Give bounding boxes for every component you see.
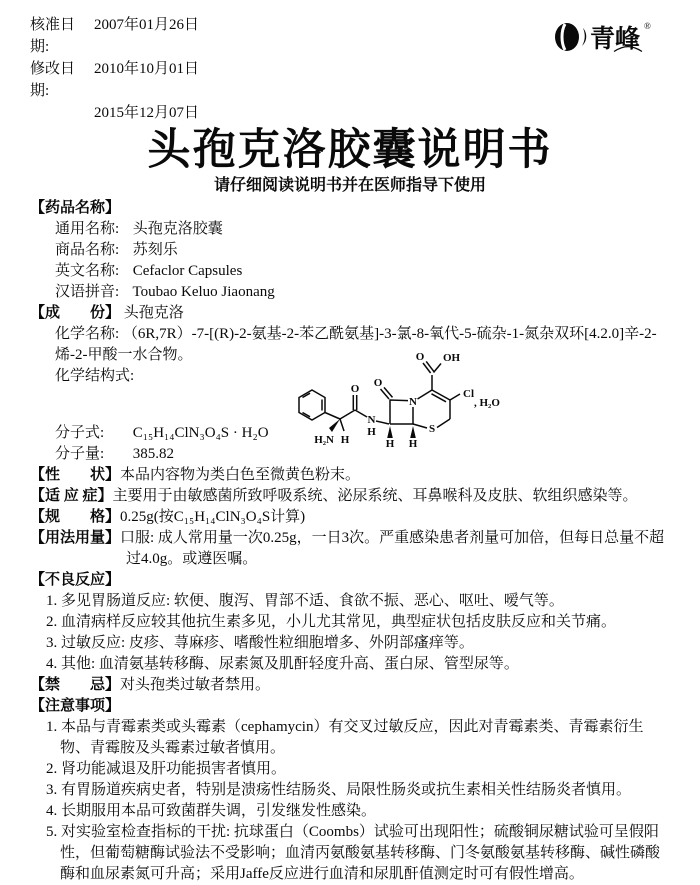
revision-date-label-blank — [30, 102, 94, 124]
section-composition-row — [30, 303, 670, 324]
properties-text: 本品内容物为类白色至微黄色粉末。 — [120, 467, 361, 483]
atom-h2n: H₂N — [314, 434, 334, 446]
generic-name-row — [30, 219, 670, 240]
molecular-formula-key: 分子式: — [55, 425, 105, 441]
section-dosage-label: 【用法用量】 — [30, 530, 121, 546]
generic-name-key: 通用名称: — [55, 221, 120, 237]
atom-cl: Cl — [463, 388, 474, 400]
section-precautions-label: 【注意事项】 — [30, 698, 121, 714]
structure-bonds — [299, 361, 460, 431]
revision-date-label: 修改日期: — [30, 61, 76, 99]
brand-logo-icon — [554, 16, 662, 58]
dosage-text: 口服: 成人常用量一次0.25g，一日3次。严重感染患者剂量可加倍，但每日总量不超过4.0g。或遵医嘱。 — [120, 530, 665, 567]
indications-text: 主要用于由敏感菌所致呼吸系统、泌尿系统、耳鼻喉科及皮肤、软组织感染等。 — [112, 488, 638, 504]
atom-o-lactam: O — [373, 377, 383, 389]
page-title: 头孢克洛胶囊说明书 — [147, 126, 553, 174]
page-subtitle: 请仔细阅读说明书并在医师指导下使用 — [213, 177, 486, 194]
logo-registered-mark: ® — [644, 21, 651, 31]
logo-comma-icon — [582, 28, 586, 46]
adverse-item-3: 3. 过敏反应: 皮疹、荨麻疹、嗜酸性粒细胞增多、外阴部瘙痒等。 — [46, 635, 474, 651]
generic-name-value: 头孢克洛胶囊 — [132, 221, 223, 237]
logo-disc-icon — [555, 23, 579, 51]
composition-detail-block — [30, 324, 670, 465]
section-strength-label: 【规 格】 — [30, 509, 121, 525]
pinyin-name-key: 汉语拼音: — [55, 284, 120, 300]
hydrate-label: , H₂O — [474, 397, 500, 409]
atom-h-alpha: H — [340, 434, 350, 446]
atom-n-ring: N — [409, 396, 417, 408]
precaution-item-5: 5. 对实验室检查指标的干扰: 抗球蛋白（Coombs）试验可出现阳性；硫酸铜尿糖试验可呈假阳性，但葡萄糖酶试验法不受影响；血清丙氨酸氨基转移酶、门冬氨酸氨基转移酶、碱性磷酸酶和血尿素氮可升高；采用Jaffe反应进行血清和尿肌酐值测定时可有假性增高。 — [46, 824, 661, 882]
precaution-item-2: 2. 肾功能减退及肝功能损害者慎用。 — [46, 761, 287, 777]
section-contraindications-label: 【禁 忌】 — [30, 677, 121, 693]
atom-n-amide: N — [367, 414, 376, 426]
section-adverse-label: 【不良反应】 — [30, 572, 121, 588]
strength-text: 0.25g(按C₁₅H₁₄ClN₃O₄S计算) — [120, 509, 306, 525]
atom-h-c7: H — [385, 438, 395, 448]
section-composition-label: 【成 份】 — [30, 305, 121, 321]
molecular-formula-value: C₁₅H₁₄ClN₃O₄S · H₂O — [132, 425, 269, 441]
atom-h-c6: H — [408, 438, 418, 448]
section-properties — [30, 465, 670, 486]
adverse-item-4: 4. 其他: 血清氨基转移酶、尿素氮及肌酐轻度升高、蛋白尿、管型尿等。 — [46, 656, 519, 672]
revision-date-value-1: 2010年10月01日 — [94, 61, 200, 77]
pinyin-name-row — [30, 282, 670, 303]
section-dosage — [30, 528, 670, 570]
trade-name-key: 商品名称: — [55, 242, 120, 258]
section-contraindications — [30, 675, 670, 696]
english-name-value: Cefaclor Capsules — [132, 263, 243, 279]
english-name-key: 英文名称: — [55, 263, 120, 279]
chemical-name-line: 化学名称: （6R,7R）-7-[(R)-2-氨基-2-苯乙酰氨基]-3-氯-8-氧代-5-硫杂-1-氮杂双环[4.2.0]辛-2-烯-2-甲酸一水合物。 — [55, 326, 657, 363]
precaution-item-4: 4. 长期服用本品可致菌群失调，引发继发性感染。 — [46, 803, 377, 819]
leaflet-body — [30, 198, 670, 885]
adverse-item-1: 1. 多见胃肠道反应: 软便、腹泻、胃部不适、食欲不振、恶心、呕吐、嗳气等。 — [46, 593, 564, 609]
precaution-item-1: 1. 本品与青霉素类或头霉素（cephamycin）有交叉过敏反应，因此对青霉素类、青霉素衍生物、青霉胺及头霉素过敏者慎用。 — [46, 719, 644, 756]
trade-name-row — [30, 240, 670, 261]
brand-logo — [554, 16, 662, 58]
structure-label-line: 化学结构式: — [55, 368, 135, 384]
atom-o-carboxyl: O — [415, 351, 425, 363]
atom-oh: OH — [443, 352, 461, 364]
section-indications-label: 【适 应 症】 — [30, 488, 113, 504]
revision-date-row-2 — [30, 102, 670, 124]
atom-s-ring: S — [428, 423, 436, 435]
approval-date-value: 2007年01月26日 — [94, 17, 200, 33]
approval-date-label: 核准日期: — [30, 17, 76, 55]
section-drug-name-label: 【药品名称】 — [30, 200, 121, 216]
atom-o-amide: O — [350, 383, 360, 395]
contraindications-text: 对头孢类过敏者禁用。 — [120, 677, 271, 693]
section-properties-label: 【性 状】 — [30, 467, 121, 483]
precaution-item-3: 3. 有胃肠道疾病史者，特别是溃疡性结肠炎、局限性肠炎或抗生素相关性结肠炎者慎用。 — [46, 782, 632, 798]
english-name-row — [30, 261, 670, 282]
adverse-item-2: 2. 血清病样反应较其他抗生素多见，小儿尤其常见，典型症状包括皮肤反应和关节痛。 — [46, 614, 617, 630]
logo-brand-text: 青峰 — [590, 25, 641, 53]
section-indications — [30, 486, 670, 507]
atom-h-amide: H — [367, 426, 376, 438]
molecular-weight-value: 385.82 — [132, 446, 174, 462]
molecular-weight-key: 分子量: — [55, 446, 105, 462]
revision-date-value-2: 2015年12月07日 — [94, 105, 200, 121]
chemical-structure-diagram — [282, 348, 507, 448]
trade-name-value: 苏刻乐 — [132, 242, 178, 258]
composition-value: 头孢克洛 — [123, 305, 184, 321]
section-strength — [30, 507, 670, 528]
revision-date-row — [30, 58, 670, 102]
pinyin-name-value: Toubao Keluo Jiaonang — [132, 284, 275, 300]
structure-atom-labels — [314, 351, 500, 448]
